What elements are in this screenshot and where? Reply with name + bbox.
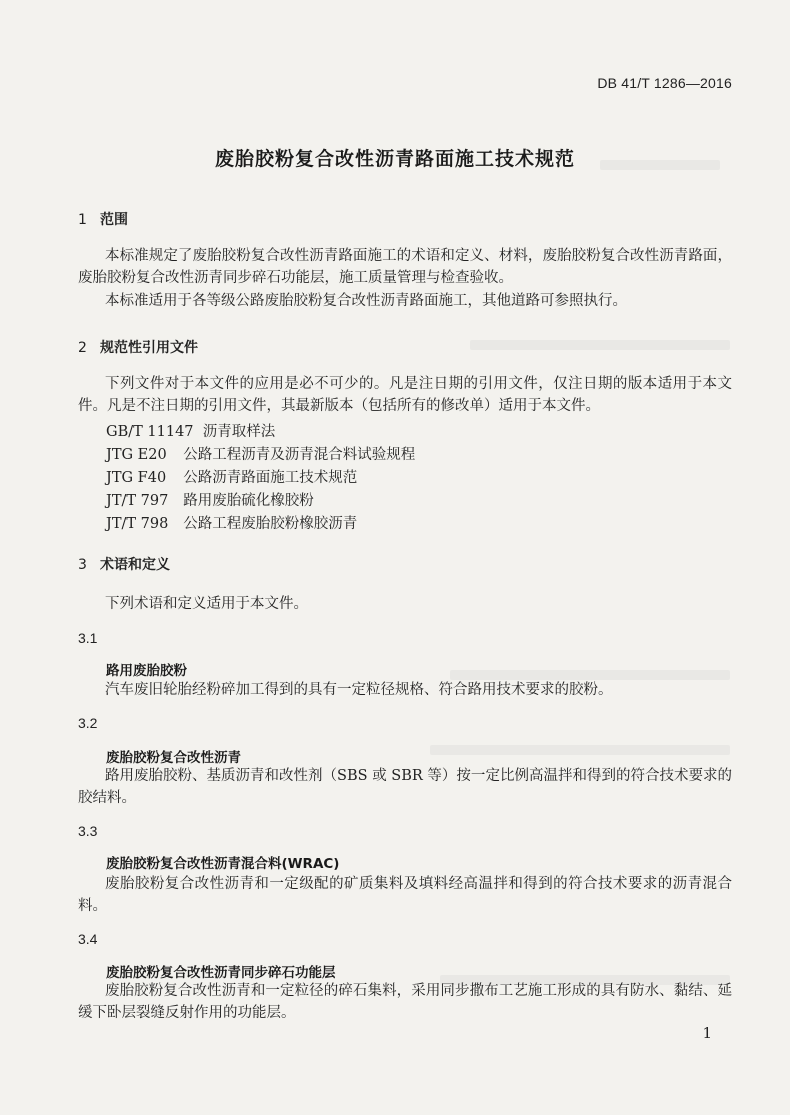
reference-item bbox=[106, 420, 275, 441]
term-heading: 废胎胶粉复合改性沥青混合料(WRAC) bbox=[106, 856, 340, 872]
section-heading-1 bbox=[78, 209, 128, 229]
section-title: 规范性引用文件 bbox=[100, 340, 198, 356]
term-number: 3.1 bbox=[78, 630, 98, 646]
reference-item bbox=[106, 443, 415, 464]
show-through-mark bbox=[470, 340, 730, 350]
term-number: 3.2 bbox=[78, 715, 98, 731]
term-definition: 废胎胶粉复合改性沥青和一定粒径的碎石集料，采用同步撒布工艺施工形成的具有防水、黏结、延缓下卧层裂缝反射作用的功能层。 bbox=[78, 983, 732, 1021]
reference-code: JT/T 798 bbox=[106, 516, 169, 532]
reference-code: JTG E20 bbox=[106, 447, 167, 463]
reference-code: GB/T 11147 bbox=[106, 424, 194, 440]
term-definition: 汽车废旧轮胎经粉碎加工得到的具有一定粒径规格、符合路用技术要求的胶粉。 bbox=[105, 682, 613, 698]
reference-title: 公路工程沥青及沥青混合料试验规程 bbox=[183, 447, 416, 463]
page-title: 废胎胶粉复合改性沥青路面施工技术规范 bbox=[214, 148, 575, 170]
reference-item bbox=[106, 489, 314, 510]
term-heading: 废胎胶粉复合改性沥青 bbox=[106, 750, 241, 766]
reference-code: JTG F40 bbox=[106, 470, 167, 486]
reference-title: 公路工程废胎胶粉橡胶沥青 bbox=[183, 516, 358, 532]
section-number: 3 bbox=[78, 557, 87, 573]
reference-item bbox=[106, 466, 357, 487]
paragraph-scope-2: 本标准适用于各等级公路废胎胶粉复合改性沥青路面施工，其他道路可参照执行。 bbox=[105, 293, 627, 309]
term-number: 3.4 bbox=[78, 931, 98, 947]
section-number: 1 bbox=[78, 212, 87, 228]
paragraph-scope-1: 本标准规定了废胎胶粉复合改性沥青路面施工的术语和定义、材料，废胎胶粉复合改性沥青路面，废胎胶粉复合改性沥青同步碎石功能层，施工质量管理与检查验收。 bbox=[78, 248, 732, 286]
show-through-mark bbox=[430, 745, 730, 755]
section-title: 范围 bbox=[100, 212, 128, 228]
section-heading-3 bbox=[78, 554, 170, 574]
section-heading-2 bbox=[78, 337, 198, 357]
term-definition: 路用废胎胶粉、基质沥青和改性剂（SBS 或 SBR 等）按一定比例高温拌和得到的符合技术要求的胶结料。 bbox=[78, 768, 732, 806]
reference-title: 沥青取样法 bbox=[202, 424, 276, 440]
section-number: 2 bbox=[78, 340, 87, 356]
page-number: 1 bbox=[702, 1024, 712, 1042]
reference-title: 公路沥青路面施工技术规范 bbox=[183, 470, 358, 486]
term-number: 3.3 bbox=[78, 823, 98, 839]
term-heading: 路用废胎胶粉 bbox=[106, 663, 187, 679]
reference-code: JT/T 797 bbox=[106, 493, 169, 509]
paragraph-terms-intro: 下列术语和定义适用于本文件。 bbox=[105, 596, 308, 612]
term-definition: 废胎胶粉复合改性沥青和一定级配的矿质集料及填料经高温拌和得到的符合技术要求的沥青混合料。 bbox=[78, 876, 732, 914]
document-code: DB 41/T 1286—2016 bbox=[597, 75, 732, 91]
term-heading: 废胎胶粉复合改性沥青同步碎石功能层 bbox=[106, 965, 336, 981]
section-title: 术语和定义 bbox=[100, 557, 170, 573]
reference-title: 路用废胎硫化橡胶粉 bbox=[183, 493, 314, 509]
paragraph-references-intro: 下列文件对于本文件的应用是必不可少的。凡是注日期的引用文件，仅注日期的版本适用于本文件。凡是不注日期的引用文件，其最新版本（包括所有的修改单）适用于本文件。 bbox=[78, 376, 732, 414]
reference-item bbox=[106, 512, 357, 533]
